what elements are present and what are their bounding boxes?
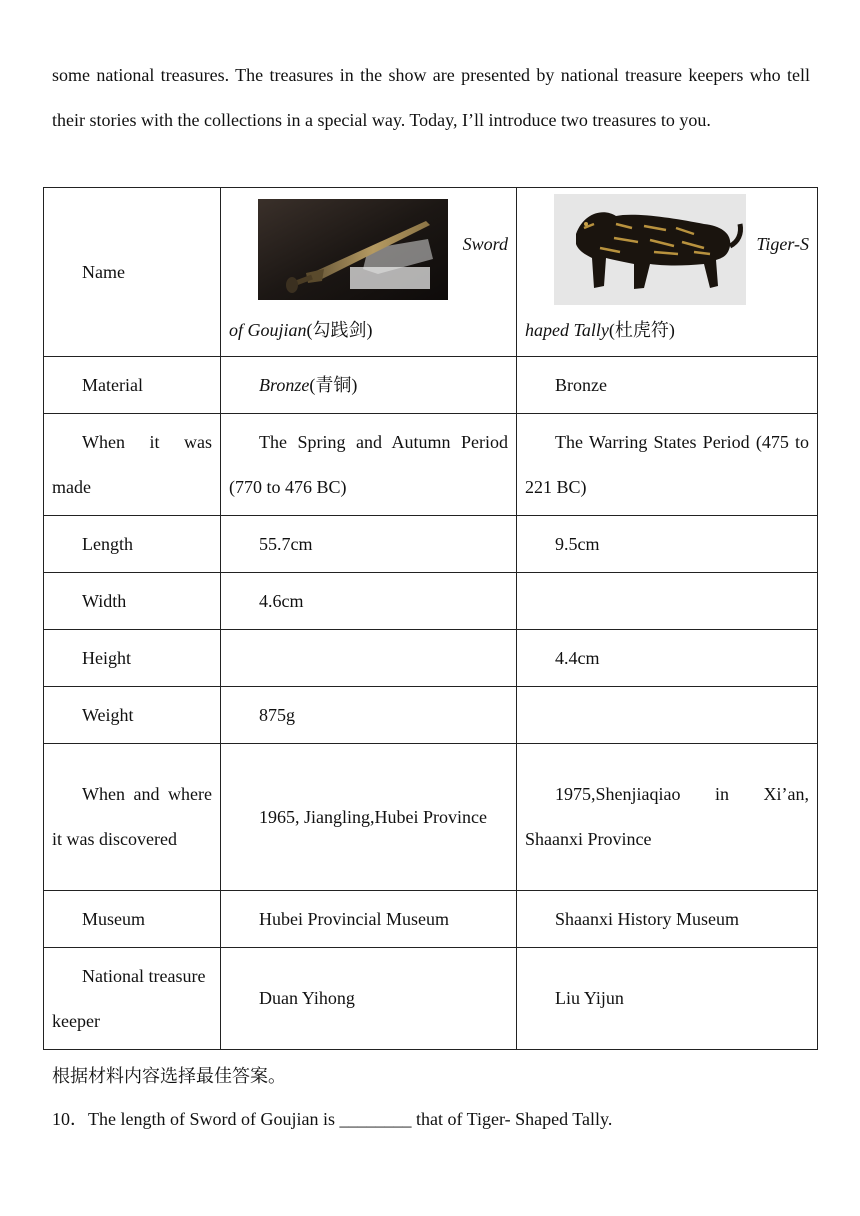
tally-when-made: The Warring States Period (475 to 221 BC) [525,431,809,497]
table-row-weight [44,687,818,744]
sword-height-cell [221,630,517,687]
sword-name-cell [221,188,517,357]
tally-keeper: Liu Yijun [555,988,624,1008]
tally-name-part2: haped Tally [525,320,609,340]
row-label: When and where it was discovered [52,784,212,849]
tally-keeper-cell [517,948,818,1050]
sword-of-goujian-image [258,199,448,300]
sword-museum-cell [221,891,517,948]
tiger-shaped-tally-image [554,194,746,305]
table-row-width [44,573,818,630]
question-number: 10． [52,1109,88,1129]
tally-length-cell [517,516,818,573]
label-cell-when-made [44,414,221,516]
row-label: National treasure keeper [52,965,206,1031]
sword-keeper-cell [221,948,517,1050]
table-row-keeper [44,948,818,1050]
label-cell-discovered [44,744,221,891]
row-label: When it was made [52,431,212,497]
table-row-height [44,630,818,687]
sword-material-en: Bronze [259,374,310,395]
question-text: The length of Sword of Goujian is ________ that of Tiger- Shaped Tally. [88,1109,613,1129]
table-row-material [44,357,818,414]
sword-name-part1: Sword [462,234,508,254]
label-cell-name [44,188,221,357]
sword-width: 4.6cm [259,590,304,611]
sword-museum: Hubei Provincial Museum [259,908,449,929]
row-label: Material [82,374,143,395]
tally-name-cell [517,188,818,357]
tally-height-cell [517,630,818,687]
sword-discovered-cell [221,744,517,891]
sword-weight-cell [221,687,517,744]
tally-material-cell [517,357,818,414]
row-label: Name [82,261,125,282]
label-cell-keeper [44,948,221,1050]
label-cell-length [44,516,221,573]
row-label: Weight [82,704,134,725]
question-10 [52,1105,612,1133]
sword-keeper: Duan Yihong [259,988,355,1008]
sword-material [229,363,508,408]
table-row-discovered [44,744,818,891]
table-row-length [44,516,818,573]
sword-discovered: 1965, Jiangling,Hubei Province [259,806,487,827]
table-row-when-made [44,414,818,516]
row-label: Museum [82,908,145,929]
tally-length: 9.5cm [555,533,600,554]
tally-width-cell [517,573,818,630]
label-cell-height [44,630,221,687]
tally-museum-cell [517,891,818,948]
sword-length: 55.7cm [259,533,313,554]
sword-name-part2: of Goujian [229,320,307,340]
table-row-museum [44,891,818,948]
row-label: Width [82,590,127,611]
label-cell-width [44,573,221,630]
tally-museum: Shaanxi History Museum [555,908,739,929]
tally-name-line2 [525,316,675,344]
tally-name-part1: Tiger-S [756,234,809,254]
tally-discovered-cell [517,744,818,891]
label-cell-weight [44,687,221,744]
sword-name-line2 [229,316,373,344]
row-label: Height [82,647,131,668]
sword-when-made-cell [221,414,517,516]
sword-name-cn: (勾践剑) [306,320,373,340]
treasure-table [43,187,818,1050]
label-cell-material [44,357,221,414]
row-label: Length [82,533,133,554]
sword-weight: 875g [259,704,295,725]
tally-name-cn: (杜虎符) [608,320,675,340]
tally-height: 4.4cm [555,647,600,668]
sword-when-made: The Spring and Autumn Period (770 to 476 BC) [229,431,508,497]
tally-discovered: 1975,Shenjiaqiao in Xi’an, Shaanxi Province [525,784,809,849]
sword-length-cell [221,516,517,573]
instruction-text: 根据材料内容选择最佳答案。 [52,1066,286,1086]
sword-width-cell [221,573,517,630]
sword-material-cn: (青铜) [309,374,358,395]
tally-material: Bronze [555,374,607,395]
tally-when-made-cell [517,414,818,516]
table-row-name [44,188,818,357]
sword-material-cell [221,357,517,414]
label-cell-museum [44,891,221,948]
tally-weight-cell [517,687,818,744]
intro-paragraph: some national treasures. The treasures in the show are presented by national treasure keepers who tell their stories with the collections in a special way. Today, I’ll introduce two treasures to you. [52,65,810,130]
